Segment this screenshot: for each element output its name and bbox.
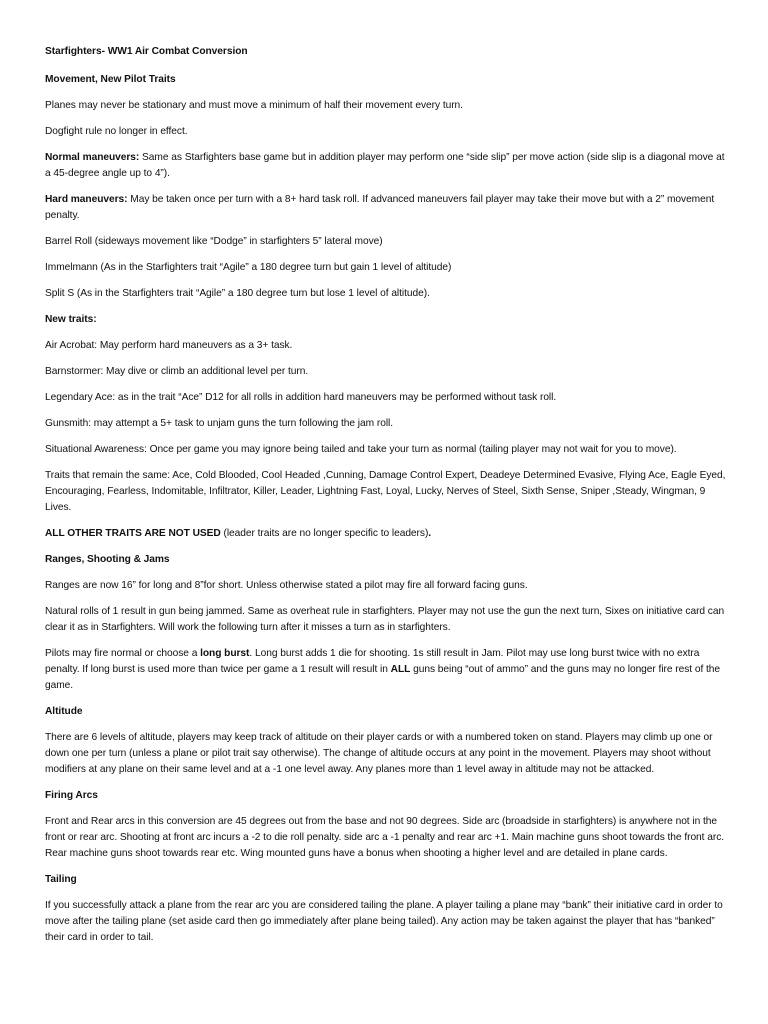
paragraph-hard-maneuvers xyxy=(45,192,728,224)
paragraph-gunsmith: Gunsmith: may attempt a 5+ task to unjam guns the turn following the jam roll. xyxy=(45,418,394,429)
long-burst-text-b: . Long burst adds 1 die for shooting. 1s still result in Jam. Pilot may use long burst twice with no extra penalty. If long burst is used more than twice per game a 1 result will result in xyxy=(45,648,700,675)
paragraph-traits-same: Traits that remain the same: Ace, Cold Blooded, Cool Headed ,Cunning, Damage Control Expert, Deadeye Determined Evasive, Flying Ace, Eagle Eyed, Encouraging, Fearless, Indomitable, Infiltrator, Killer, Leader, Lightning Fast, Loyal, Lucky, Nerves of Steel, Sixth Sense, Sniper ,Steady, Wingman, 9 Lives. xyxy=(45,470,726,513)
paragraph-firing-arcs: Front and Rear arcs in this conversion are 45 degrees out from the base and not 90 degrees. Side arc (broadside in starfighters) is anywhere not in the front or rear arc. Shooting at front arc incurs a -2 to die roll penalty. side arc a -1 penalty and rear arc +1. Main machine guns shoot towards the front arc. Rear machine guns shoot towards rear etc. Wing mounted guns have a bonus when shooting a higher level and are detailed in plane cards. xyxy=(45,816,725,859)
paragraph-ranges: Ranges are now 16” for long and 8”for short. Unless otherwise stated a pilot may fire all forward facing guns. xyxy=(45,580,528,591)
section-heading-firing-arcs: Firing Arcs xyxy=(45,790,98,801)
paragraph-all-other-traits xyxy=(45,526,728,542)
section-heading-tailing: Tailing xyxy=(45,874,77,885)
paragraph-natural-rolls: Natural rolls of 1 result in gun being jammed. Same as overheat rule in starfighters. Player may not use the gun the next turn, Sixes on initiative card can clear it as in Starfighters. Will work the following turn after it misses a turn as in starfighters. xyxy=(45,606,725,633)
all-other-traits-text: (leader traits are no longer specific to leaders) xyxy=(220,528,429,539)
paragraph-altitude: There are 6 levels of altitude, players may keep track of altitude on their player cards or with a numbered token on stand. Players may climb up one or down one per turn (unless a plane or pilot trait say otherwise). The change of altitude occurs at any point in the movement. Players may shoot without modifiers at any plane on their same level and at a -1 one level away. Any planes more than 1 level away in altitude may not be attacked. xyxy=(45,732,713,775)
paragraph-split-s: Split S (As in the Starfighters trait “Agile” a 180 degree turn but lose 1 level of altitude). xyxy=(45,288,430,299)
paragraph-dogfight-rule: Dogfight rule no longer in effect. xyxy=(45,126,188,137)
paragraph-barrel-roll: Barrel Roll (sideways movement like “Dodge” in starfighters 5” lateral move) xyxy=(45,236,383,247)
paragraph-air-acrobat: Air Acrobat: May perform hard maneuvers as a 3+ task. xyxy=(45,340,293,351)
normal-maneuvers-text: Same as Starfighters base game but in addition player may perform one “side slip” per move action (side slip is a diagonal move at a 45-degree angle up to 4”). xyxy=(45,152,725,179)
paragraph-immelmann: Immelmann (As in the Starfighters trait “Agile” a 180 degree turn but gain 1 level of altitude) xyxy=(45,262,452,273)
paragraph-planes-stationary: Planes may never be stationary and must move a minimum of half their movement every turn. xyxy=(45,100,463,111)
long-burst-text-c: guns being “out of ammo” and the guns may no longer fire rest of the game. xyxy=(45,664,721,691)
section-heading-ranges: Ranges, Shooting & Jams xyxy=(45,554,170,565)
hard-maneuvers-text: May be taken once per turn with a 8+ hard task roll. If advanced maneuvers fail player may take their move but with a 2” movement penalty. xyxy=(45,194,715,221)
paragraph-legendary-ace: Legendary Ace: as in the trait “Ace” D12 for all rolls in addition hard maneuvers may be performed without task roll. xyxy=(45,392,557,403)
normal-maneuvers-label: Normal maneuvers: xyxy=(45,152,140,163)
all-other-traits-end: . xyxy=(428,528,432,539)
hard-maneuvers-label: Hard maneuvers: xyxy=(45,194,128,205)
section-heading-movement: Movement, New Pilot Traits xyxy=(45,74,176,85)
paragraph-situational-awareness: Situational Awareness: Once per game you may ignore being tailed and take your turn as normal (tailing player may not wait for you to move). xyxy=(45,444,677,455)
long-burst-text-a: Pilots may fire normal or choose a xyxy=(45,648,201,659)
paragraph-normal-maneuvers xyxy=(45,150,728,182)
paragraph-tailing: If you successfully attack a plane from the rear arc you are considered tailing the plane. A player tailing a plane may “bank” their initiative card in order to move after the tailing plane (set aside card then go immediately after plane being tailed). Any action may be taken against the player that has “banked” their card in order to tail. xyxy=(45,900,723,943)
section-heading-new-traits: New traits: xyxy=(45,314,97,325)
paragraph-long-burst xyxy=(45,646,728,694)
paragraph-barnstormer: Barnstormer: May dive or climb an additional level per turn. xyxy=(45,366,309,377)
all-other-traits-label: ALL OTHER TRAITS ARE NOT USED xyxy=(45,528,221,539)
long-burst-term: long burst xyxy=(200,648,250,659)
document-title: Starfighters- WW1 Air Combat Conversion xyxy=(45,46,248,57)
long-burst-all: ALL xyxy=(390,664,411,675)
section-heading-altitude: Altitude xyxy=(45,706,83,717)
